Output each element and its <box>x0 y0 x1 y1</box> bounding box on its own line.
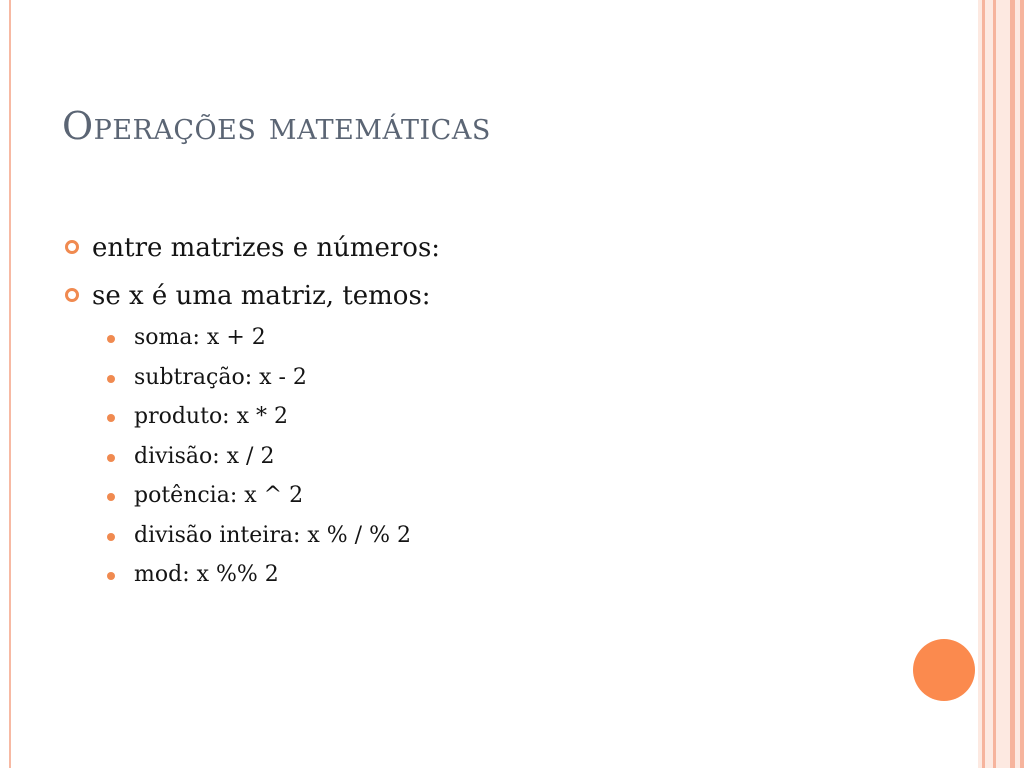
dot-bullet-icon <box>107 493 115 501</box>
left-decorative-rule <box>9 0 11 768</box>
sub-bullet-text: soma: x + 2 <box>134 325 266 350</box>
sub-bullet-text: potência: x ^ 2 <box>134 483 304 508</box>
sub-bullet-item <box>62 480 912 520</box>
sub-bullet-list <box>62 322 912 599</box>
bullet-item <box>62 274 912 322</box>
ring-bullet-icon <box>65 240 79 254</box>
dot-bullet-icon <box>107 454 115 462</box>
sub-bullet-item <box>62 441 912 481</box>
dot-bullet-icon <box>107 375 115 383</box>
decorative-stripe <box>1010 0 1015 768</box>
sub-bullet-text: subtração: x - 2 <box>134 364 307 390</box>
sub-bullet-item <box>62 520 912 560</box>
decorative-stripe <box>993 0 996 768</box>
dot-bullet-icon <box>107 572 115 580</box>
sub-bullet-item <box>62 401 912 441</box>
decorative-stripe <box>1020 0 1024 768</box>
decorative-circle <box>913 639 975 701</box>
sub-bullet-item <box>62 362 912 402</box>
bullet-item <box>62 226 912 274</box>
sub-bullet-text: divisão: x / 2 <box>134 443 275 469</box>
dot-bullet-icon <box>107 414 115 422</box>
bullet-text: entre matrizes e números: <box>92 233 441 263</box>
decorative-stripe <box>982 0 985 768</box>
slide-content <box>62 226 912 599</box>
ring-bullet-icon <box>65 288 79 302</box>
dot-bullet-icon <box>107 533 115 541</box>
sub-bullet-item <box>62 559 912 599</box>
slide-title: Operações matemáticas <box>62 104 491 148</box>
bullet-text: se x é uma matriz, temos: <box>92 281 431 311</box>
sub-bullet-item <box>62 322 912 362</box>
sub-bullet-text: divisão inteira: x % / % 2 <box>134 522 411 548</box>
dot-bullet-icon <box>107 335 115 343</box>
sub-bullet-text: produto: x * 2 <box>134 404 288 429</box>
sub-bullet-text: mod: x %% 2 <box>134 562 279 587</box>
